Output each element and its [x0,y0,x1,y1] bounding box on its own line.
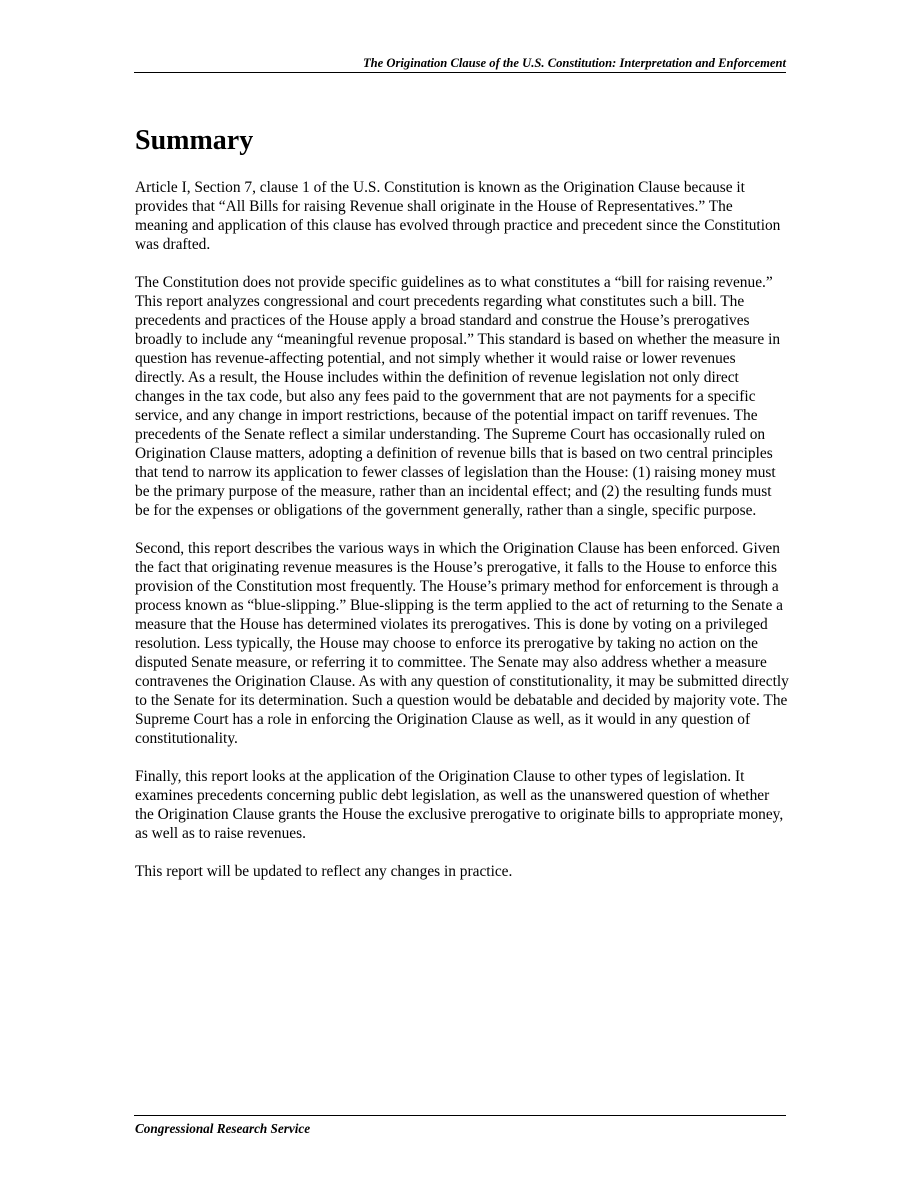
footer-organization: Congressional Research Service [135,1121,311,1136]
paragraph-enforcement: Second, this report describes the various ways in which the Origination Clause has been enforced. Given the fact that originating revenue measures is the House’s prerogative, it falls to the House to enforce this provision of the Constitution most frequently. The House’s primary method for enforcement is through a process known as “blue-slipping.” Blue-slipping is the term applied to the act of returning to the Senate a measure that the House has determined violates its prerogatives. This is done by voting on a privileged resolution. Less typically, the House may choose to enforce its prerogative by taking no action on the disputed Senate measure, or referring it to committee. The Senate may also address whether a measure contravenes the Origination Clause. As with any question of constitutionality, it may be submitted directly to the Senate for its determination. Such a question would be debatable and decided by majority vote. The Supreme Court has a role in enforcing the Origination Clause as well, as it would in any question of constitutionality. [135,540,789,747]
paragraph-revenue-bill-definition: The Constitution does not provide specific guidelines as to what constitutes a “bill for raising revenue.” This report analyzes congressional and court precedents regarding what constitutes such a bill. The precedents and practices of the House apply a broad standard and construe the House’s prerogatives broadly to include any “meaningful revenue proposal.” This standard is based on whether the measure in question has revenue-affecting potential, and not simply whether it would raise or lower revenues directly. As a result, the House includes within the definition of revenue legislation not only direct changes in the tax code, but also any fees paid to the government that are not payments for a specific service, and any change in import restrictions, because of the potential impact on tariff revenues. The precedents of the Senate reflect a similar understanding. The Supreme Court has occasionally ruled on Origination Clause matters, adopting a definition of revenue bills that is based on two central principles that tend to narrow its application to fewer classes of legislation than the House: (1) raising money must be the primary purpose of the measure, rather than an incidental effect; and (2) the resulting funds must be for the expenses or obligations of the government generally, rather than a single, specific purpose. [135,274,781,519]
paragraph-origination-clause-intro: Article I, Section 7, clause 1 of the U.S. Constitution is known as the Origination Clause because it provides that “All Bills for raising Revenue shall originate in the House of Representatives.” The meaning and application of this clause has evolved through practice and precedent since the Constitution was drafted. [135,179,781,253]
running-header: The Origination Clause of the U.S. Constitution: Interpretation and Enforcement [362,56,786,70]
header-rule [134,72,786,73]
page-title: Summary [135,125,254,156]
footer-rule [134,1115,786,1116]
paragraph-other-legislation: Finally, this report looks at the application of the Origination Clause to other types of legislation. It examines precedents concerning public debt legislation, as well as the unanswered question of whether the Origination Clause grants the House the exclusive prerogative to originate bills to appropriate money, as well as to raise revenues. [135,768,784,842]
summary-body [135,178,789,900]
paragraph-update-note: This report will be updated to reflect any changes in practice. [135,863,513,880]
